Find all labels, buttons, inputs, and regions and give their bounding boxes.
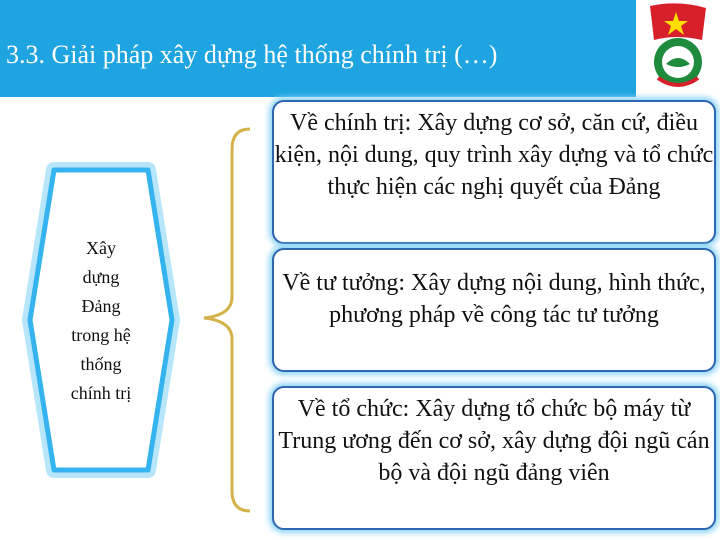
item-text-organizational: Về tổ chức: Xây dựng tổ chức bộ máy từ Trung ương đến cơ sở, xây dựng đội ngũ cán bộ và đội ngũ đảng viên <box>278 396 710 486</box>
header-bar <box>0 0 720 97</box>
page-title: 3.3. Giải pháp xây dựng hệ thống chính trị (…) <box>6 40 498 69</box>
left-brace <box>190 125 252 515</box>
item-box-organizational <box>272 386 716 530</box>
hexagon-label: Xây dựng Đảng trong hệ thống chính trị <box>70 238 132 403</box>
item-text-ideological: Về tư tưởng: Xây dựng nội dung, hình thức, phương pháp về công tác tư tưởng <box>282 270 706 328</box>
youth-union-emblem-icon <box>636 0 720 97</box>
item-box-ideological <box>272 248 716 372</box>
item-text-political: Về chính trị: Xây dựng cơ sở, căn cứ, điều kiện, nội dung, quy trình xây dựng và tổ chức thực hiện các nghị quyết của Đảng <box>274 110 714 200</box>
item-box-political <box>272 100 716 244</box>
